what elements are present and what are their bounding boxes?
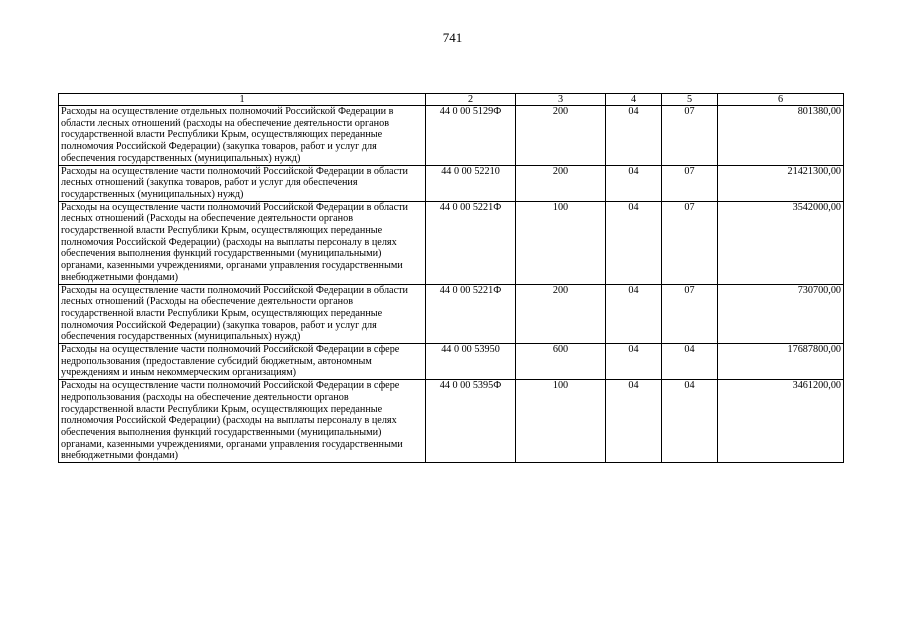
amount: 730700,00 [718,284,844,344]
target-code: 44 0 00 52210 [426,165,516,201]
table-row [59,344,844,380]
subsection-code: 07 [662,106,718,166]
expense-name: Расходы на осуществление части полномочий Российской Федерации в области лесных отношений (Расходы на обеспечение деятельности органов государственной власти Республики Крым, осуществляющих переданные полномочия Российской Федерации) (расходы на выплаты персоналу в целях обеспечения выполнения функций государственными (муниципальными) органами, казенными учреждениями, органами управления государственными внебюджетными фондами) [59,201,426,284]
subsection-code: 07 [662,165,718,201]
target-code: 44 0 00 5129Ф [426,106,516,166]
table-row [59,201,844,284]
amount: 3542000,00 [718,201,844,284]
subsection-code: 04 [662,344,718,380]
expense-type: 600 [516,344,606,380]
table-row [59,165,844,201]
subsection-code: 07 [662,201,718,284]
header-col-6: 6 [718,94,844,106]
target-code: 44 0 00 53950 [426,344,516,380]
expense-name: Расходы на осуществление части полномочий Российской Федерации в сфере недропользования (расходы на обеспечение деятельности органов государственной власти Республики Крым, осуществляющих переданные полномочия Российской Федерации) (расходы на выплаты персоналу в целях обеспечения выполнения функций государственными (муниципальными) органами, казенными учреждениями, органами управления государственными внебюджетными фондами) [59,380,426,463]
table-header-row [59,94,844,106]
header-col-1: 1 [59,94,426,106]
section-code: 04 [606,106,662,166]
target-code: 44 0 00 5395Ф [426,380,516,463]
section-code: 04 [606,380,662,463]
header-col-3: 3 [516,94,606,106]
header-col-4: 4 [606,94,662,106]
budget-table [58,93,844,463]
amount: 17687800,00 [718,344,844,380]
section-code: 04 [606,284,662,344]
amount: 3461200,00 [718,380,844,463]
header-col-5: 5 [662,94,718,106]
table-row [59,284,844,344]
expense-name: Расходы на осуществление отдельных полномочий Российской Федерации в области лесных отношений (расходы на обеспечение деятельности органов государственной власти Республики Крым, осуществляющих переданные полномочия Российской Федерации) (закупка товаров, работ и услуг для обеспечения государственных (муниципальных) нужд) [59,106,426,166]
section-code: 04 [606,165,662,201]
header-col-2: 2 [426,94,516,106]
expense-type: 200 [516,165,606,201]
expense-type: 200 [516,284,606,344]
target-code: 44 0 00 5221Ф [426,284,516,344]
page-number: 741 [442,30,463,45]
expense-type: 100 [516,380,606,463]
subsection-code: 07 [662,284,718,344]
expense-name: Расходы на осуществление части полномочий Российской Федерации в области лесных отношений (закупка товаров, работ и услуг для обеспечения государственных (муниципальных) нужд) [59,165,426,201]
amount: 21421300,00 [718,165,844,201]
table-row [59,380,844,463]
expense-name: Расходы на осуществление части полномочий Российской Федерации в сфере недропользования (предоставление субсидий бюджетным, автономным учреждениям и иным некоммерческим организациям) [59,344,426,380]
expense-type: 100 [516,201,606,284]
expense-type: 200 [516,106,606,166]
section-code: 04 [606,201,662,284]
target-code: 44 0 00 5221Ф [426,201,516,284]
section-code: 04 [606,344,662,380]
amount: 801380,00 [718,106,844,166]
table-row [59,106,844,166]
subsection-code: 04 [662,380,718,463]
expense-name: Расходы на осуществление части полномочий Российской Федерации в области лесных отношений (Расходы на обеспечение деятельности органов государственной власти Республики Крым, осуществляющих переданные полномочия Российской Федерации) (закупка товаров, работ и услуг для обеспечения государственных (муниципальных) нужд) [59,284,426,344]
